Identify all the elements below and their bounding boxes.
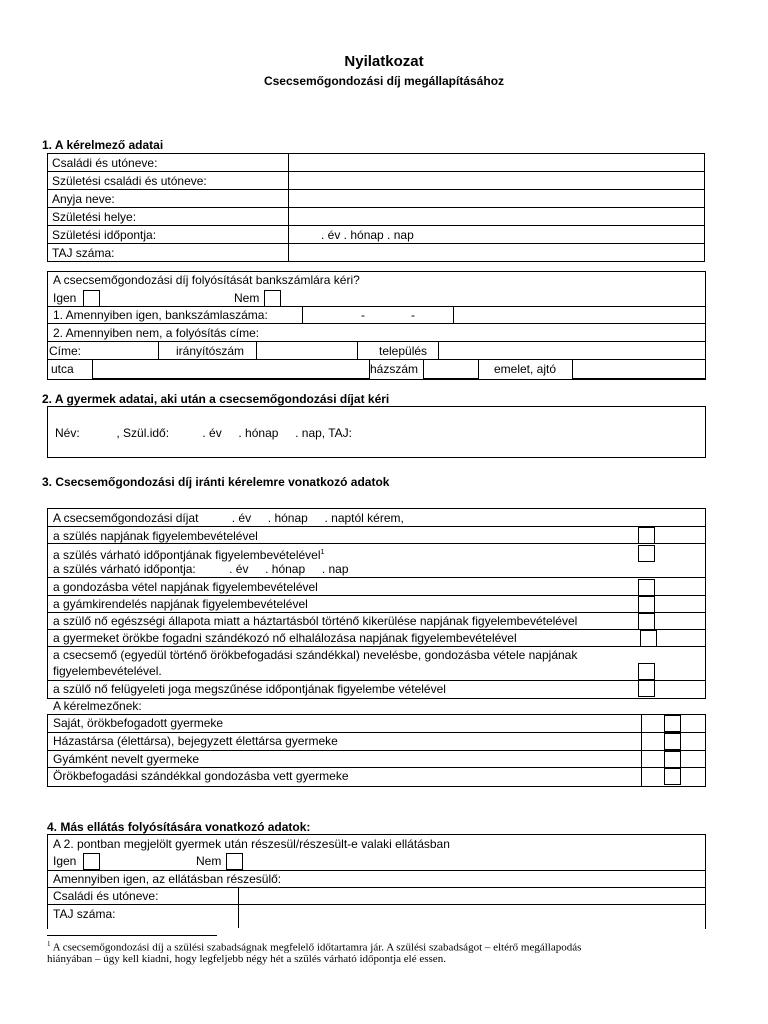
house-label: házszám: [370, 362, 419, 376]
city-field[interactable]: [438, 341, 706, 360]
mother-name-label: Anyja neve:: [48, 190, 289, 208]
section2-heading: 2. A gyermek adatai, aki után a csecsemőgondozási díjat kéri: [42, 392, 390, 406]
birth-name-field[interactable]: [289, 172, 705, 190]
option-birth-day: a szülés napjának figyelembevételével: [53, 529, 258, 543]
option-custody-end: a szülő nő felügyeleti joga megszűnése időpontjának figyelembe vételével: [53, 682, 446, 696]
city-label: település: [379, 344, 428, 358]
relation-own: Saját, örökbefogadott gyermeke: [53, 716, 224, 730]
option-guardian-checkbox[interactable]: [638, 596, 655, 613]
option-adopter-death-checkbox[interactable]: [640, 630, 657, 647]
taj-label: TAJ száma:: [48, 244, 289, 262]
other-no-checkbox[interactable]: [226, 853, 243, 870]
other-yes-label: Igen: [53, 854, 77, 868]
other-benefit-question: A 2. pontban megjelölt gyermek után részesül/részesült-e valaki ellátásban: [53, 837, 450, 851]
bank-account-label: 1. Amennyiben igen, bankszámlaszáma:: [53, 308, 268, 322]
applicant-table: [47, 153, 705, 262]
taj-field[interactable]: [289, 244, 705, 262]
address-label: Címe:: [49, 344, 82, 358]
applicant-relation-label: A kérelmezőnek:: [53, 699, 142, 713]
relation-adoption: Örökbefogadási szándékkal gondozásba vett gyermeke: [53, 769, 349, 783]
zip-field[interactable]: [256, 341, 358, 360]
birth-name-label: Születési családi és utóneve:: [48, 172, 289, 190]
option-foster-line1: a csecsemő (egyedül történő örökbefogadási szándékkal) nevelésbe, gondozásba vétele napjának: [53, 648, 578, 662]
option-guardian: a gyámkirendelés napjának figyelembevételével: [53, 597, 308, 611]
relation-guardian-checkbox[interactable]: [664, 751, 681, 768]
footnote-line1: $^1$ A csecsemőgondozási díj a szülési szabadságnak megfelelő időtartamra jár. A szülési szabadságot – eltérő megállapodás: [47, 940, 582, 954]
relation-guardian: Gyámként nevelt gyermeke: [53, 752, 200, 766]
option-adopter-death: a gyermeket örökbe fogadni szándékozó nő elhalálozása napjának figyelembevételével: [53, 631, 517, 645]
option-health: a szülő nő egészségi állapota miatt a háztartásból történő kikerülése napjának figyelembevételével: [53, 614, 578, 628]
other-yes-checkbox[interactable]: [83, 853, 100, 870]
payment-address-label: 2. Amennyiben nem, a folyósítás címe:: [53, 326, 260, 340]
recipient-taj-label: TAJ száma:: [53, 907, 116, 921]
bank-dash-1: -: [361, 308, 365, 322]
birth-date-label: Születési időpontja:: [48, 226, 289, 244]
mother-name-field[interactable]: [289, 190, 705, 208]
bank-account-field[interactable]: [302, 306, 454, 324]
section4-heading: 4. Más ellátás folyósítására vonatkozó adatok:: [47, 820, 311, 834]
recipient-name-label: Családi és utóneve:: [53, 889, 159, 903]
floor-label: emelet, ajtó: [494, 362, 557, 376]
option-expected-birth-checkbox[interactable]: [638, 545, 655, 562]
footnote-separator: [47, 935, 217, 936]
relation-own-checkbox[interactable]: [664, 715, 681, 732]
option-foster-line2: figyelembevételével.: [53, 664, 162, 678]
relation-spouse: Házastársa (élettársa), bejegyzett élettársa gyermeke: [53, 734, 338, 748]
option-custody-end-checkbox[interactable]: [638, 680, 655, 697]
bank-dash-2: -: [411, 308, 415, 322]
expected-birth-date: a szülés várható időpontja: . év . hónap . nap: [53, 562, 349, 576]
relation-adoption-checkbox[interactable]: [664, 768, 681, 785]
page-subtitle: Csecsemőgondozási díj megállapításához: [263, 74, 505, 88]
family-name-label: Családi és utóneve:: [48, 154, 289, 172]
section1-heading: 1. A kérelmező adatai: [42, 138, 164, 152]
birth-date-placeholders: . év . hónap . nap: [321, 227, 414, 242]
option-foster-checkbox[interactable]: [638, 663, 655, 680]
bank-question: A csecsemőgondozási díj folyósítását bankszámlára kéri?: [53, 273, 360, 287]
street-field[interactable]: [92, 359, 370, 379]
bank-no-checkbox[interactable]: [264, 290, 281, 307]
footnote-line2: hiányában – úgy kell kiadni, hogy legfeljebb négy hét a szülés várható időpontja elé essen.: [47, 953, 446, 965]
birth-date-field[interactable]: [289, 226, 705, 244]
street-label: utca: [51, 362, 74, 376]
page-title: Nyilatkozat: [344, 53, 424, 70]
zip-label: irányítószám: [176, 344, 245, 358]
birth-place-field[interactable]: [289, 208, 705, 226]
request-date-line: A csecsemőgondozási díjat . év . hónap . naptól kérem,: [53, 511, 404, 525]
house-field[interactable]: [423, 359, 479, 379]
bank-yes-label: Igen: [53, 291, 77, 305]
recipient-name-field[interactable]: [238, 887, 704, 904]
option-custody-start-checkbox[interactable]: [638, 579, 655, 596]
section3-heading: 3. Csecsemőgondozási díj iránti kérelemre vonatkozó adatok: [42, 475, 390, 489]
option-birth-day-checkbox[interactable]: [638, 527, 655, 544]
child-data-line: Név: , Szül.idő: . év . hónap . nap, TAJ:: [55, 426, 353, 440]
option-custody-start: a gondozásba vétel napjának figyelembevételével: [53, 580, 318, 594]
bank-yes-checkbox[interactable]: [83, 290, 100, 307]
family-name-field[interactable]: [289, 154, 705, 172]
recipient-taj-field[interactable]: [238, 904, 704, 926]
recipient-label: Amennyiben igen, az ellátásban részesülő:: [53, 872, 282, 886]
relation-spouse-checkbox[interactable]: [664, 733, 681, 750]
option-expected-birth: a szülés várható időpontjának figyelembevételével$^1$: [53, 548, 325, 562]
birth-place-label: Születési helye:: [48, 208, 289, 226]
option-health-checkbox[interactable]: [638, 613, 655, 630]
floor-field[interactable]: [572, 359, 706, 379]
bank-no-label: Nem: [234, 291, 260, 305]
other-no-label: Nem: [196, 854, 222, 868]
